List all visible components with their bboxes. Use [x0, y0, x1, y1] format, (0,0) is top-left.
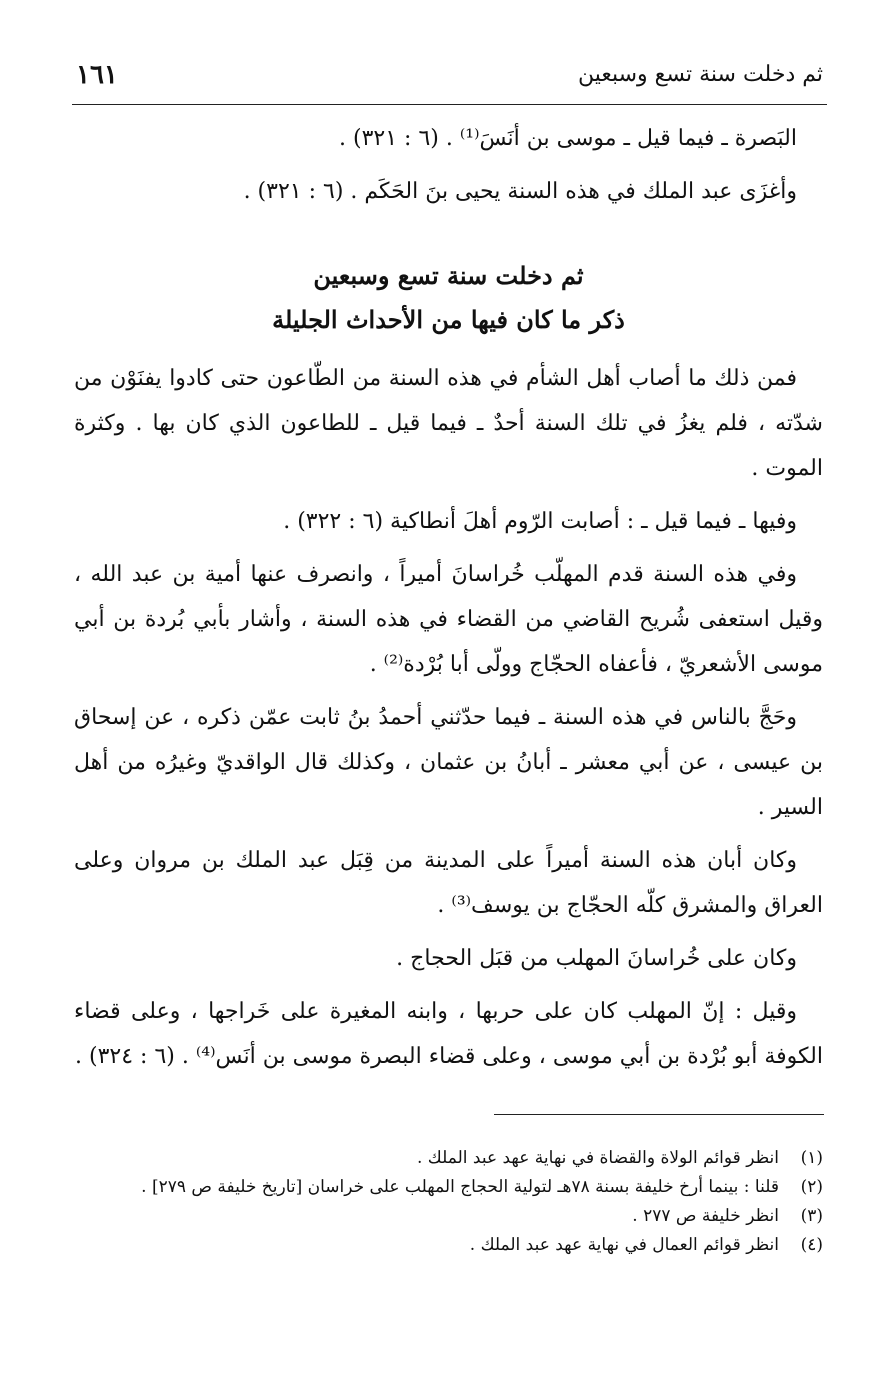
footnotes: [74, 1144, 823, 1260]
footnote-text: انظر خليفة ص ٢٧٧ .: [632, 1206, 779, 1226]
footnote-number: (٢): [800, 1177, 823, 1197]
running-header-title: ثم دخلت سنة تسع وسبعين: [577, 62, 823, 87]
footnote-item: [74, 1173, 823, 1202]
section-subheading: ذكر ما كان فيها من الأحداث الجليلة: [272, 305, 625, 334]
paragraph-7: وكان أبان هذه السنة أميراً على المدينة من قِبَل عبد الملك بن مروان وعلى العراق والمشرق كلّه الحجّاج بن يوسف⁽³⁾ .: [74, 848, 823, 918]
paragraph-5: وفي هذه السنة قدم المهلّب خُراسانَ أميراً ، وانصرف عنها أمية بن عبد الله ، وقيل استعفى شُريح القاضي من القضاء في هذه السنة ، وأشار بأبي بُردة بن أبي موسى الأشعريّ ، فأعفاه الحجّاج وولّى أبا بُرْدة⁽²⁾ .: [74, 562, 823, 677]
footnote-item: [74, 1202, 823, 1231]
paragraph-6: وحَجَّ بالناس في هذه السنة ـ فيما حدّثني أحمدُ بنُ ثابت عمّن ذكره ، عن إسحاق بن عيسى ، عن أبي معشر ـ أبانُ بن عثمان ، وكذلك قال الواقديّ وغيرُه من أهل السير .: [74, 705, 823, 820]
footnote-item: [74, 1231, 823, 1260]
footnote-text: انظر قوائم العمال في نهاية عهد عبد الملك .: [469, 1235, 779, 1255]
paragraph-3: فمن ذلك ما أصاب أهل الشأم في هذه السنة من الطّاعون حتى كادوا يفنَوْن من شدّته ، فلم يغزُ في تلك السنة أحدٌ ـ فيما قيل ـ للطاعون الذي كان بها . وكثرة الموت .: [74, 366, 823, 481]
paragraph-2: وأغزَى عبد الملك في هذه السنة يحيى بنَ الحَكَم . (٦ : ٣٢١) .: [243, 179, 797, 204]
paragraph-8: وكان على خُراسانَ المهلب من قبَل الحجاج .: [396, 946, 797, 971]
paragraph-1: البَصرة ـ فيما قيل ـ موسى بن أنَسَ⁽¹⁾ . (٦ : ٣٢١) .: [339, 126, 797, 151]
section-heading: ثم دخلت سنة تسع وسبعين: [313, 261, 584, 290]
footnote-item: [74, 1144, 823, 1173]
main-text: [74, 116, 823, 1087]
footnote-number: (٣): [800, 1206, 823, 1226]
footnote-number: (٤): [800, 1235, 823, 1255]
footnote-text: قلنا : بينما أرخ خليفة بسنة ٧٨هـ لتولية الحجاج المهلب على خراسان [تاريخ خليفة ص ٢٧٩] .: [141, 1177, 779, 1197]
header-rule: [72, 104, 827, 105]
footnote-number: (١): [800, 1148, 823, 1168]
page-number: ١٦١: [76, 60, 118, 90]
footnote-text: انظر قوائم الولاة والقضاة في نهاية عهد عبد الملك .: [417, 1148, 779, 1168]
paragraph-4: وفيها ـ فيما قيل ـ : أصابت الرّوم أهلَ أنطاكية (٦ : ٣٢٢) .: [283, 509, 797, 534]
footnote-rule: [494, 1114, 824, 1115]
paragraph-9: وقيل : إنّ المهلب كان على حربها ، وابنه المغيرة على خَراجها ، وعلى قضاء الكوفة أبو بُرْدة بن أبي موسى ، وعلى قضاء البصرة موسى بن أنَس⁽⁴⁾ . (٦ : ٣٢٤) .: [74, 999, 823, 1069]
